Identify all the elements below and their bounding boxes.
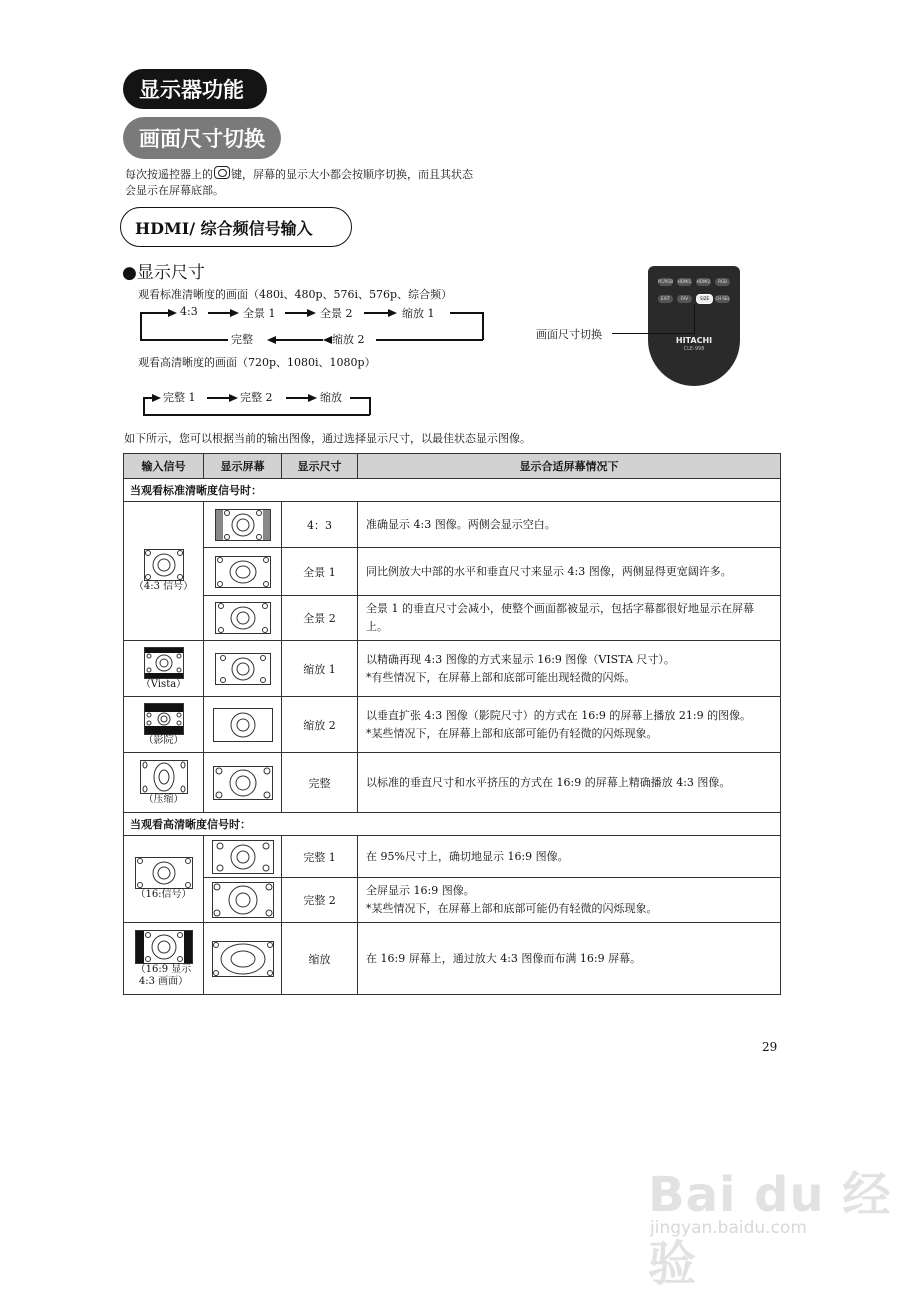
signal-cell: [124, 641, 204, 697]
size-cell: 完整 1: [282, 836, 358, 878]
signal-cell: [124, 502, 204, 641]
signal-caption: （4:3 信号）: [133, 581, 194, 592]
desc-cell: [358, 878, 781, 923]
section-header: 显示器功能: [123, 69, 267, 109]
intro-after: 键，屏幕的显示大小都会按顺序切换，而且其状态: [231, 168, 473, 181]
screen-full2-icon: [212, 882, 274, 918]
size-button: SIZE: [696, 294, 713, 304]
desc-cell: 在 16:9 屏幕上，通过放大 4:3 图像而布满 16:9 屏幕。: [358, 923, 781, 995]
remote-button: FAV: [677, 295, 692, 303]
arrow-right-icon: [308, 394, 317, 402]
signal-vista-icon: [144, 647, 184, 679]
screen-4-3-icon: [215, 509, 271, 541]
display-size-table: [123, 453, 781, 995]
flow-line: [276, 339, 323, 341]
signal-16-9-4-3-icon: [135, 930, 193, 964]
desc-cell: 准确显示 4:3 图像。两侧会显示空白。: [358, 502, 781, 548]
desc-text: 全屏显示 16:9 图像。: [366, 884, 475, 897]
flow-sd-d: 缩放 1: [402, 307, 435, 320]
hd-caption: 观看高清晰度的画面（720p、1080i、1080p）: [138, 356, 376, 369]
size-cell: 缩放: [282, 923, 358, 995]
intro-before: 每次按遥控器上的: [125, 168, 213, 181]
screen-panorama1-icon: [215, 556, 271, 588]
remote-button: HDMI2: [696, 279, 711, 284]
screen-cell: [204, 836, 282, 878]
screen-zoom1-icon: [215, 653, 271, 685]
table-row: [124, 836, 781, 878]
flow-line: [350, 397, 370, 399]
screen-zoom-icon: [212, 941, 274, 977]
leader-line: [612, 333, 694, 334]
signal-cell: [124, 697, 204, 753]
remote-brand: HITACHI: [675, 336, 713, 345]
desc-cell: [358, 641, 781, 697]
watermark-url: jingyan.baidu.com: [650, 1218, 807, 1238]
flow-line: [369, 397, 371, 415]
flow-sd-b: 全景 1: [243, 307, 276, 320]
col-header: 显示合适屏幕情况下: [358, 454, 781, 479]
page-number: 29: [762, 1040, 778, 1054]
flow-line: [207, 397, 229, 399]
screen-cell: [204, 878, 282, 923]
flow-line: [140, 312, 168, 314]
sd-caption: 观看标准清晰度的画面（480i、480p、576i、576p、综合频）: [138, 288, 453, 301]
signal-cinema-icon: [144, 703, 184, 735]
table-row: [124, 753, 781, 813]
table-header-row: [124, 454, 781, 479]
size-key-icon: [214, 166, 230, 179]
screen-cell: [204, 753, 282, 813]
watermark-logo: Bai du 经验: [648, 1167, 892, 1292]
desc-note: *某些情况下，在屏幕上部和底部可能仍有轻微的闪烁现象。: [366, 902, 658, 915]
flow-hd-b: 完整 2: [240, 391, 273, 404]
size-cell: 全景 1: [282, 548, 358, 596]
signal-cell: [124, 753, 204, 813]
table-row: [124, 923, 781, 995]
arrow-right-icon: [168, 309, 177, 317]
flow-hd-a: 完整 1: [163, 391, 196, 404]
table-row: [124, 548, 781, 596]
screen-cell: [204, 502, 282, 548]
screen-cell: [204, 548, 282, 596]
flow-line: [482, 312, 484, 340]
signal-caption-line2: 4:3 画面）: [138, 975, 189, 987]
arrow-right-icon: [388, 309, 397, 317]
subheading: ●显示尺寸: [122, 263, 205, 283]
arrow-right-icon: [152, 394, 161, 402]
signal-16-9-icon: [135, 857, 193, 889]
screen-zoom2-icon: [213, 708, 273, 742]
intro-line2: 会显示在屏幕底部。: [125, 184, 224, 197]
flow-line: [376, 339, 483, 341]
flow-line: [286, 397, 308, 399]
flow-hd-c: 缩放: [320, 391, 342, 404]
flow-line: [143, 397, 152, 399]
arrow-left-icon: [267, 336, 276, 344]
size-cell: 全景 2: [282, 596, 358, 641]
flow-sd-f: 完整: [231, 333, 253, 346]
table-row: [124, 596, 781, 641]
desc-text: 以精确再现 4:3 图像的方式来显示 16:9 图像（VISTA 尺寸）。: [366, 652, 675, 666]
remote-button: PC/RGB: [658, 279, 674, 284]
signal-cell: [124, 923, 204, 995]
section-title: HDMI/ 综合频信号输入: [120, 207, 352, 247]
signal-4-3-icon: [144, 549, 184, 581]
size-cell: 4：3: [282, 502, 358, 548]
col-header: 显示尺寸: [282, 454, 358, 479]
flow-line: [143, 397, 145, 415]
intro-text: [125, 166, 525, 199]
size-cell: 缩放 2: [282, 697, 358, 753]
col-header: 输入信号: [124, 454, 204, 479]
flow-sd-a: 4:3: [180, 305, 198, 318]
remote-model: CLE-998: [683, 346, 705, 352]
desc-cell: 同比例放大中部的水平和垂直尺寸来显示 4:3 图像，两侧显得更宽阔许多。: [358, 548, 781, 596]
flow-line: [140, 312, 142, 340]
screen-panorama2-icon: [215, 602, 271, 634]
arrow-right-icon: [230, 309, 239, 317]
signal-squeeze-icon: [140, 760, 188, 794]
table-row: [124, 641, 781, 697]
desc-note: *有些情况下，在屏幕上部和底部可能出现轻微的闪烁。: [366, 670, 636, 684]
screen-cell: [204, 596, 282, 641]
signal-cell: [124, 836, 204, 923]
table-row: [124, 878, 781, 923]
size-cell: 完整 2: [282, 878, 358, 923]
signal-caption: （压缩）: [143, 793, 184, 805]
desc-cell: [358, 697, 781, 753]
flow-line: [450, 312, 483, 314]
arrow-right-icon: [307, 309, 316, 317]
flow-line: [140, 339, 228, 341]
remote-button: RGB: [715, 278, 730, 286]
flow-line: [285, 312, 307, 314]
screen-cell: [204, 697, 282, 753]
screen-cell: [204, 641, 282, 697]
flow-sd-c: 全景 2: [320, 307, 353, 320]
table-intro: 如下所示，您可以根据当前的输出图像，通过选择显示尺寸，以最佳状态显示图像。: [124, 432, 531, 445]
arrow-left-icon: [323, 336, 332, 344]
desc-note: *某些情况下，在屏幕上部和底部可能仍有轻微的闪烁现象。: [366, 726, 658, 740]
table-row: [124, 502, 781, 548]
col-header: 显示屏幕: [204, 454, 282, 479]
remote-label: 画面尺寸切换: [536, 328, 602, 341]
leader-line: [694, 304, 695, 334]
flow-line: [208, 312, 230, 314]
signal-caption: （16:信号）: [135, 889, 192, 900]
screen-full-icon: [213, 766, 273, 800]
desc-cell: 以标准的垂直尺寸和水平挤压的方式在 16:9 的屏幕上精确播放 4:3 图像。: [358, 753, 781, 813]
flow-line: [143, 414, 370, 416]
group-heading-hd: 当观看高清晰度信号时：: [124, 813, 781, 836]
desc-cell: 在 95%尺寸上，确切地显示 16:9 图像。: [358, 836, 781, 878]
arrow-right-icon: [229, 394, 238, 402]
size-cell: 缩放 1: [282, 641, 358, 697]
table-row: [124, 697, 781, 753]
size-cell: 完整: [282, 753, 358, 813]
flow-line: [364, 312, 388, 314]
screen-full1-icon: [212, 840, 274, 874]
desc-text: 以垂直扩张 4:3 图像（影院尺寸）的方式在 16:9 的屏幕上播放 21:9 的图像。: [366, 708, 752, 722]
flow-sd-e: 缩放 2: [332, 333, 365, 346]
group-heading-sd: 当观看标准清晰度信号时：: [124, 479, 781, 502]
remote-button: EXIT: [658, 295, 673, 303]
signal-caption-line1: （16:9 显示: [135, 963, 192, 975]
remote-button: HDMI1: [677, 279, 692, 284]
desc-cell: 全景 1 的垂直尺寸会减小，使整个画面都被显示，包括字幕都很好地显示在屏幕上。: [358, 596, 781, 641]
remote-button: CH SEL: [715, 296, 730, 301]
signal-caption: （Vista）: [140, 678, 187, 690]
screen-cell: [204, 923, 282, 995]
page-title: 画面尺寸切换: [123, 117, 281, 159]
signal-caption: （影院）: [143, 734, 184, 746]
